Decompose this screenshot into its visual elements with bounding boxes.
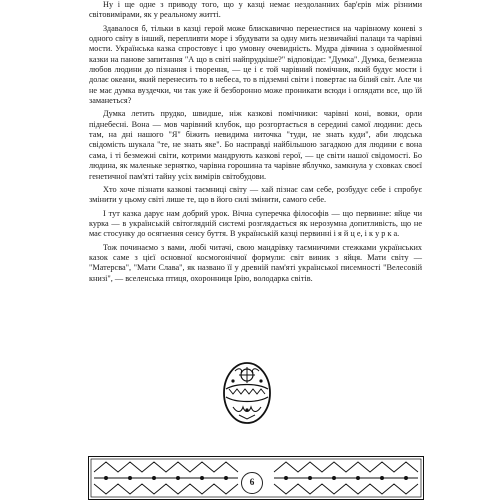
- paragraph-5: І тут казка дарує нам добрий урок. Вічна суперечка філософів — що первинне: яйце чи курка — в українській світоглядній системі розглядається як нерозумна допитливість, що не має стосунку до осягнення сенсу буття. В українській казці первинні і я й ц е, і к у р к а.: [89, 208, 422, 239]
- paragraph-3: Думка летить прудко, швидше, ніж казкові помічники: чарівні коні, вовки, орли піднебесні. Вона — мов чарівний клубок, що розгортається в середині самої людини: десь там, на дні нашого "Я" біжить невидима ниточка "туди, не знать куди", аби людська свідомість шукала "те, не знать яке". Бо насправді найбільшою загадкою для людини є вона сама, і ті безмежні світи, котрими мандрують казкові герої, — це світи нашої свідомості. Бо людина, як маленьке зернятко, чарівна горошина та чарівне яблучко, замкнула у сховках своєї генетичної пам'яті тайну усіх вимірів світобудови.: [89, 109, 422, 181]
- page-number: 6: [241, 472, 263, 494]
- pysanka-illustration: [221, 357, 273, 425]
- paragraph-4: Хто хоче пізнати казкові таємниці світу — хай пізнає сам себе, розбудує себе і спробує змінити у цьому світі лише те, що в його силі змінити, самого себе.: [89, 184, 422, 205]
- paragraph-6: Тож починаємо з вами, любі читачі, свою мандрівку таємничими стежками українських казок саме з цієї основної космогонічної формули: світ виник з яйця. Мати світу — "Матерсва", "Мати Слава", як названо її у древній пам'яті української писемності "Велесовій книзі", — вселенська птиця, охоронниця Ірію, володарка світів.: [89, 242, 422, 283]
- paragraph-2: Здавалося б, тільки в казці герой може блискавично перенестися на чарівному коневі з одного світу в інший, перепливти море і збудувати за одну мить незвичайні палаци та чарівні мости. Українська казка спростовує і цю умовну очевидність. Мудра дівчина з однойменної казки на панове запитання "А що в світі найпрудкіше?" відповідає: "Думка". Думка, безмежна любов людини до пізнання і творення, — це і є той чарівний помічник, який будує мости і долає океани, який перенесить то в небеса, то в підземні світи і повертає на білий світ. Але чи не має думка вуздечки, чи так уже й безборонно може проникати всюди і оглядати все, що їй заманеться?: [89, 23, 422, 106]
- body-text: [89, 0, 422, 284]
- paragraph-1: Ну і ще одне з приводу того, що у казці немає нездоланних бар'єрів між різними світовимірами, як у реальному житті.: [89, 0, 422, 20]
